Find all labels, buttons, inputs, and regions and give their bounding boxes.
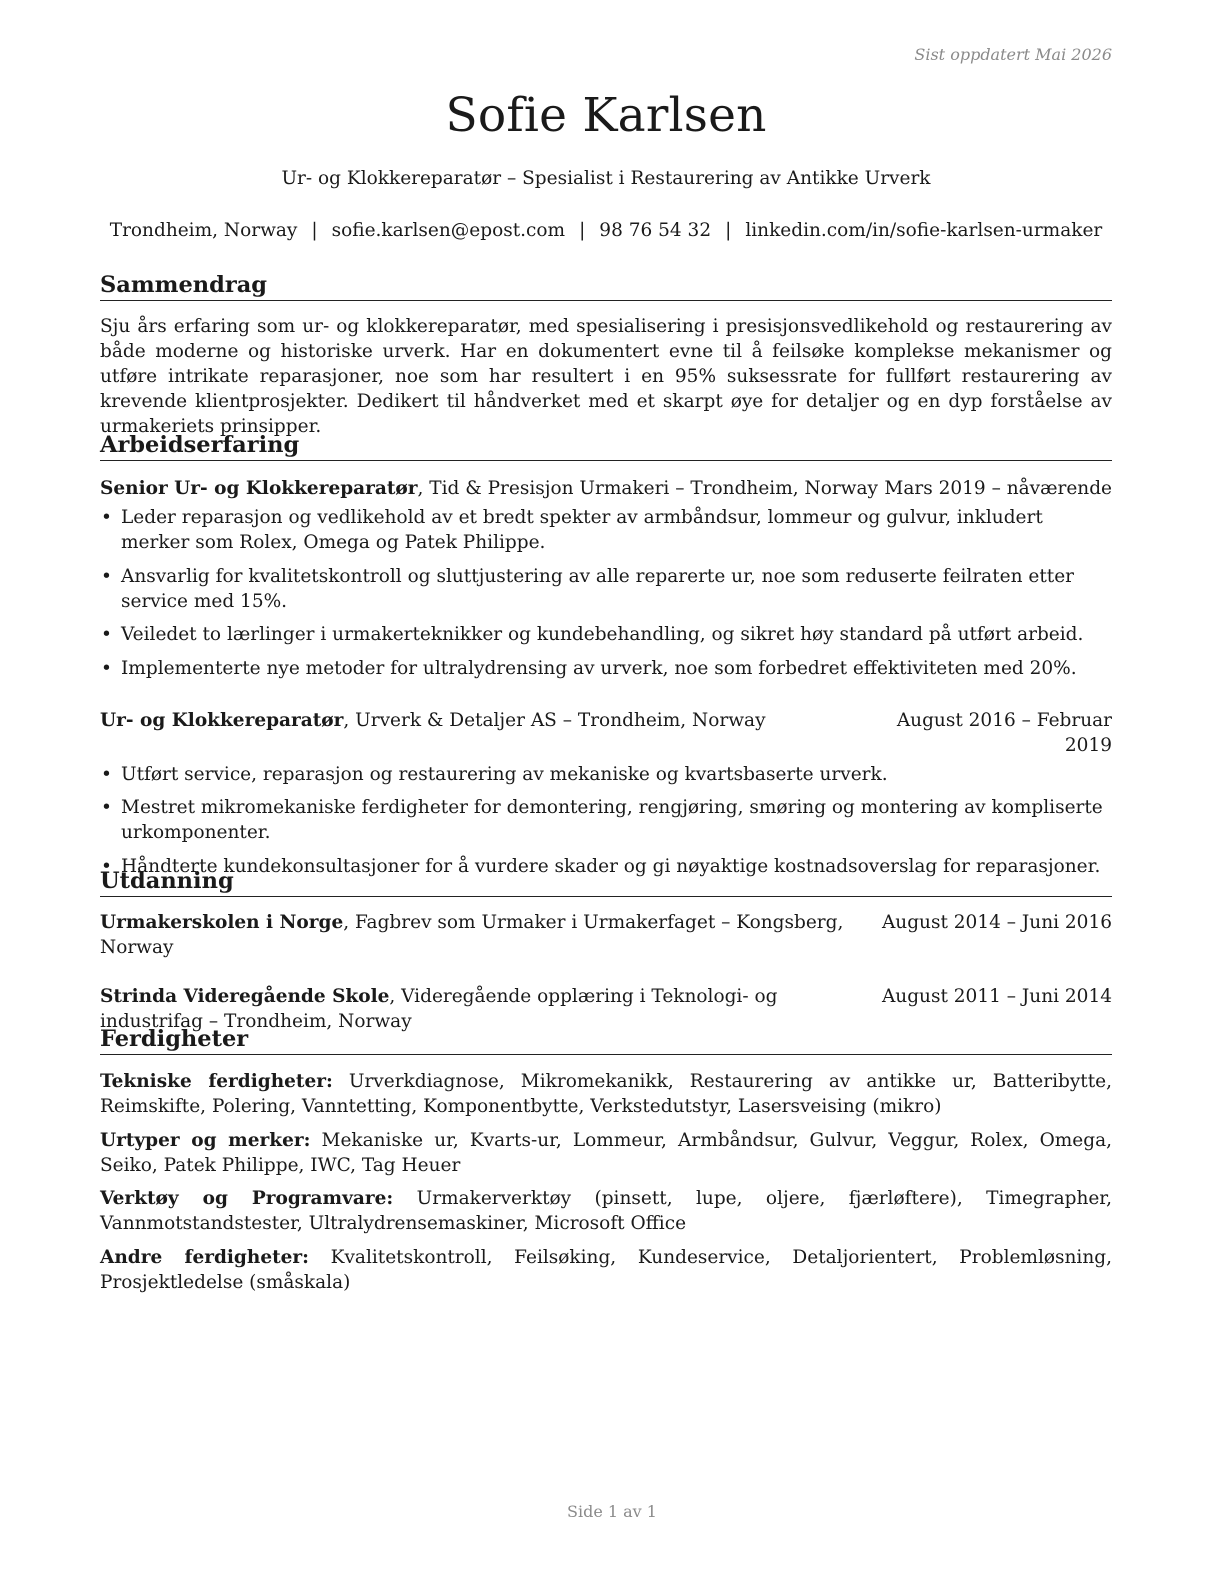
summary-section bbox=[100, 270, 1112, 439]
contact-line bbox=[100, 220, 1112, 241]
education-school-line bbox=[100, 910, 880, 960]
section-heading-summary: Sammendrag bbox=[100, 270, 1112, 301]
bullet-item: • Mestret mikromekaniske ferdigheter for demontering, rengjøring, smøring og montering av kompliserte urkomponenter. bbox=[100, 795, 1112, 845]
contact-location: Trondheim, Norway bbox=[109, 220, 298, 241]
person-name: Sofie Karlsen bbox=[445, 88, 767, 143]
education-section bbox=[100, 866, 1112, 1034]
skill-label: Andre ferdigheter: bbox=[100, 1246, 309, 1268]
education-detail: , Fagbrev som Urmaker i Urmakerfaget – Kongsberg, Norway bbox=[100, 912, 844, 958]
job-date: Mars 2019 – nåværende bbox=[884, 478, 1112, 499]
education-detail: , Videregående opplæring i Teknologi- og industrifag – Trondheim, Norway bbox=[100, 986, 778, 1032]
education-date: August 2014 – Juni 2016 bbox=[881, 912, 1112, 933]
job-employer: , Urverk & Detaljer AS – Trondheim, Norway bbox=[343, 709, 766, 731]
job-title: Senior Ur- og Klokkereparatør bbox=[100, 478, 418, 499]
skill-text: Urmakerverktøy (pinsett, lupe, oljere, fjærløftere), Timegrapher, Vannmotstandstester, Ultralydrensemaskiner, Microsoft Office bbox=[100, 1188, 1113, 1234]
bullet-item: • Håndterte kundekonsultasjoner for å vurdere skader og gi nøyaktige kostnadsoverslag for reparasjoner. bbox=[100, 854, 1112, 879]
job-employer: , Tid & Presisjon Urmakeri – Trondheim, Norway bbox=[417, 478, 879, 499]
skill-label: Urtyper og merker: bbox=[100, 1129, 311, 1151]
skill-group bbox=[100, 1069, 1112, 1119]
skill-group bbox=[100, 1245, 1112, 1295]
contact-email[interactable]: sofie.karlsen@epost.com bbox=[331, 220, 566, 241]
education-school: Strinda Videregående Skole bbox=[100, 986, 390, 1007]
job-date bbox=[878, 708, 1112, 758]
job-date-line1: August 2016 – Februar bbox=[896, 709, 1112, 731]
skill-text: Mekaniske ur, Kvarts-ur, Lommeur, Armbåndsur, Gulvur, Veggur, Rolex, Omega, Seiko, Patek Philippe, IWC, Tag Heuer bbox=[100, 1129, 1113, 1176]
bullet-item: • Utført service, reparasjon og restaurering av mekaniske og kvartsbaserte urverk. bbox=[100, 762, 1112, 787]
experience-section bbox=[100, 430, 1112, 887]
skill-text: Urverkdiagnose, Mikromekanikk, Restaurering av antikke ur, Batteribytte, Reimskifte, Polering, Vanntetting, Komponentbytte, Verkstedutstyr, Lasersveising (mikro) bbox=[100, 1071, 1112, 1117]
bullet-item: • Ansvarlig for kvalitetskontroll og sluttjustering av alle reparerte ur, noe som reduserte feilraten etter service med 15%. bbox=[100, 564, 1112, 614]
bullet-item: • Leder reparasjon og vedlikehold av et bredt spekter av armbåndsur, lommeur og gulvur, inkludert merker som Rolex, Omega og Patek Philippe. bbox=[100, 505, 1112, 555]
bullet-item: • Implementerte nye metoder for ultralydrensing av urverk, noe som forbedret effektiviteten med 20%. bbox=[100, 656, 1112, 681]
skills-section bbox=[100, 1024, 1112, 1303]
skill-label: Verktøy og Programvare: bbox=[100, 1188, 394, 1209]
job-header bbox=[100, 708, 1112, 758]
section-heading-skills: Ferdigheter bbox=[100, 1024, 1112, 1055]
section-heading-education: Utdanning bbox=[100, 866, 1112, 897]
job-bullets bbox=[100, 762, 1112, 879]
contact-phone: 98 76 54 32 bbox=[599, 220, 712, 241]
education-date: August 2011 – Juni 2014 bbox=[881, 986, 1112, 1007]
tagline: Ur- og Klokkereparatør – Spesialist i Restaurering av Antikke Urverk bbox=[281, 168, 931, 189]
skill-group bbox=[100, 1128, 1112, 1178]
skill-label: Tekniske ferdigheter: bbox=[100, 1071, 333, 1092]
job-header bbox=[100, 476, 1112, 501]
job-title: Ur- og Klokkereparatør bbox=[100, 709, 344, 731]
contact-linkedin[interactable]: linkedin.com/in/sofie-karlsen-urmaker bbox=[745, 220, 1103, 241]
skill-text: Kvalitetskontroll, Feilsøking, Kundeservice, Detaljorientert, Problemløsning, Prosjektledelse (småskala) bbox=[100, 1246, 1112, 1293]
summary-text: Sju års erfaring som ur- og klokkereparatør, med spesialisering i presisjonsvedlikehold og restaurering av både moderne og historiske urverk. Har en dokumentert evne til å feilsøke komplekse mekanismer og utføre intrikate reparasjoner, noe som har resultert i en 95% suksessrate for fullført restaurering av krevende klientprosjekter. Dedikert til håndverket med et skarpt øye for detaljer og en dyp forståelse av urmakeriets prinsipper. bbox=[100, 316, 1112, 437]
job-title-line bbox=[100, 476, 878, 501]
contact-separator: | bbox=[579, 220, 586, 241]
job-bullets bbox=[100, 505, 1112, 681]
bullet-item: • Veiledet to lærlinger i urmakerteknikker og kundebehandling, og sikret høy standard på utført arbeid. bbox=[100, 622, 1112, 647]
education-item bbox=[100, 910, 1112, 960]
contact-separator: | bbox=[725, 220, 732, 241]
page-number: Side 1 av 1 bbox=[567, 1502, 657, 1521]
job-date-line2: 2019 bbox=[1064, 734, 1112, 756]
contact-separator: | bbox=[311, 220, 318, 241]
education-school: Urmakerskolen i Norge bbox=[100, 912, 344, 933]
job-title-line bbox=[100, 708, 766, 758]
skill-group bbox=[100, 1186, 1112, 1236]
last-updated: Sist oppdatert Mai 2026 bbox=[914, 45, 1112, 64]
section-heading-experience: Arbeidserfaring bbox=[100, 430, 1112, 461]
